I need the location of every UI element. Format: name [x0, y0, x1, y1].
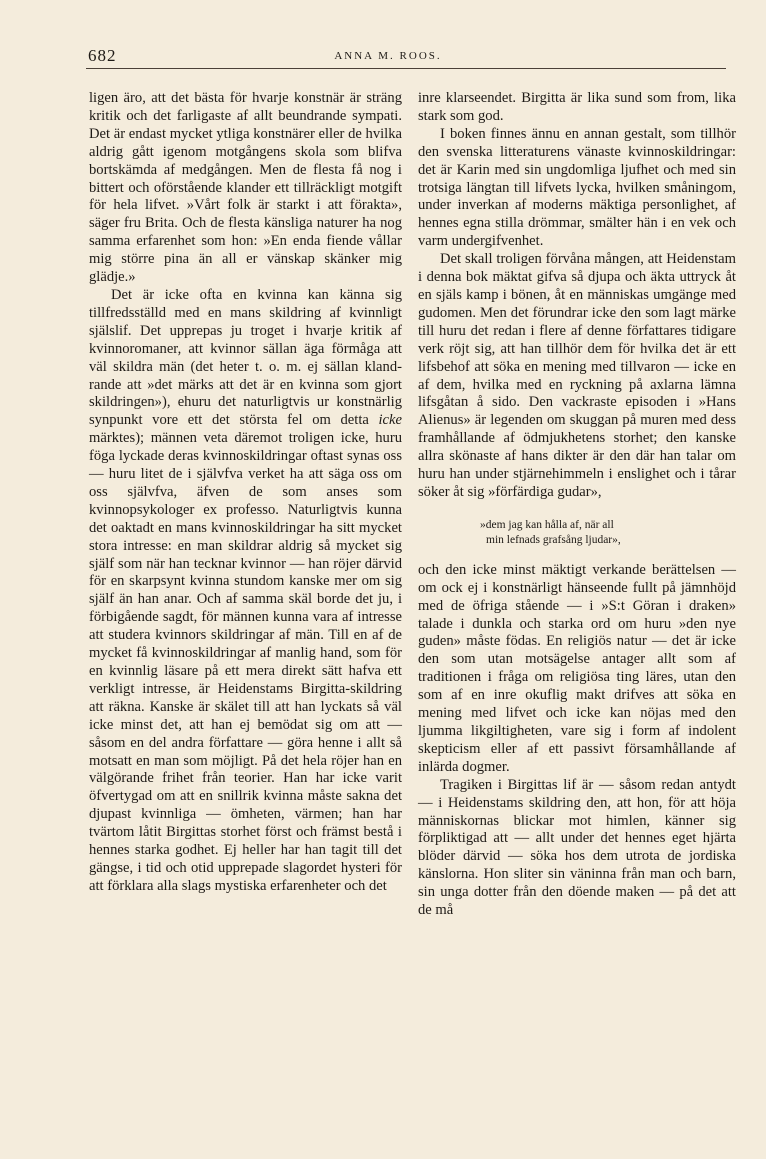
paragraph: I boken finnes ännu en annan gestalt, som tillhör den svenska litteraturens vänaste kvinnoskildringar: det är Karin med sin ungdomliga ljufhet och med sin trotsiga längtan till lifvets lycka, hvilken småningom, under inverkan af moderns mäktiga personlighet, af hennes egna stilla drömmar, smälter hän i en vek och varm undergifvenhet.	[418, 125, 736, 250]
verse-quote	[480, 518, 736, 548]
paragraph-text: märktes); männen veta däremot troligen icke, huru föga lyckade deras kvinnoskildringar oftast synas oss — huru litet de i självfva verket ha att säga oss om oss självfva, äfven de som anses som kvinnopsykologer ex professo. Naturligtvis kunna det oaktadt en mans kvinnoskildringar ha sitt mycket stora intresse: en man skildrar aldrig så mycket sig själf som när han tecknar kvinnor — han röjer därvid för en skarpsynt kvinna stundom kanske mer om sig själf än han anar. Och af samma skäl borde det ju, i förbigående sagdt, för männen kunna vara af intresse att studera kvinnors skildringar af män. Till en af de mycket få kvinnoskildringar af manlig hand, som för en kvinnlig läsare på ett mera direkt sätt hafva ett verkligt intresse, är Heidenstams Birgitta-skildring att räkna. Kanske är skälet till att han lyckats så väl icke minst det, att han ej bemödat sig om att — såsom en del andra författare — göra henne i allt så motsatt en man som möjligt. På det hela röjer han en välgörande frihet från teorier. Han har icke varit öfvertygad om att en snillrik kvinna måste sakna det djupast kvinnliga — ömheten, värmen; han har tvärtom låtit Birgittas storhet först och främst bestå i hennes starka godhet. Ej heller har han tagit till det gängse, i tid och otid upprepade slagordet hysteri för att förklara alla slags mystiska erfarenheter och det	[89, 430, 402, 894]
paragraph	[89, 287, 402, 896]
paragraph: inre klarseendet. Birgitta är lika sund som from, lika stark som god.	[418, 90, 736, 124]
verse-line: »dem jag kan hålla af, när all	[480, 518, 614, 531]
paragraph: ligen äro, att det bästa för hvarje konstnär är sträng kritik och det farligaste af allt beundrande sympati. Det är endast mycket ytliga konstnärer eller de hvilka aldrig gått igenom motgångens skola som blifva bortskämda af medgången. Men de flesta få nog i bittert och oförstående klander ett tillräckligt motgift för hela lifvet. »Vårt folk är starkt i att förakta», säger fru Brita. Och de flesta känsliga naturer ha nog samma erfarenhet som hon: »En enda fiende vållar mig större pina än all er vänskap skänker mig glädje.»	[89, 90, 402, 286]
left-column	[89, 90, 402, 896]
header-rule	[86, 68, 726, 69]
page-header	[88, 46, 688, 70]
paragraph: Tragiken i Birgittas lif är — såsom redan antydt — i Heidenstams skildring den, att hon, för att höja människornas blickar mot himlen, känner sig förpliktigad att — allt under det hennes eget hjärta blöder därvid — söka hos dem utrota de jordiska känslorna. Hon sliter sin väninna från man och barn, sin unga dotter från den döende maken — på det att de må	[418, 776, 736, 919]
verse-line: min lefnads grafsång ljudar»,	[486, 533, 621, 546]
emphasis: icke	[378, 412, 402, 429]
right-column	[418, 90, 736, 920]
paragraph: och den icke minst mäktigt verkande berättelsen — om ock ej i konstnärligt hänseende fullt på jämnhöjd med de öfriga stående — i »S:t Göran i draken» talade i dunkla och starka ord om huru »den nye guden» måste födas. En religiös natur — det är icke den som utan motsägelse antager allt som af traditionen i fråga om religiösa ting läres, utan den som af en inre okuflig makt drifves att söka en mening med lifvet och icke kan nöjas med den ljumma likgiltigheten, vare sig i form af indolent skepticism eller af ett passivt församhållande af inlärda dogmer.	[418, 561, 736, 775]
paragraph-text: Det är icke ofta en kvinna kan känna sig tillfredsställd med en mans skildring af kvinnligt själslif. Det upprepas ju troget i hvarje kritik af kvinnoromaner, att kvinnor sällan äga förmåga att väl skildra män (det heter t. o. m. ej sällan klandrande att »det märks att det är en kvinna som gjort skildringen»), ehuru det naturligtvis ur konstnärlig synpunkt vore ett det största fel om detta	[89, 286, 402, 429]
running-title: ANNA M. ROOS.	[334, 50, 442, 62]
page-number: 682	[88, 46, 117, 65]
paragraph: Det skall troligen förvåna mången, att Heidenstam i denna bok mäktat gifva så djupa och äkta uttryck åt en själs kamp i bönen, åt en människas umgänge med gudomen. Men det förundrar icke den som lagt märke till huru det redan i flere af denne författares tidigare verk röjt sig, att han tillhör dem för hvilka det är ett lifsbehof att söka en mening med tillvaron — icke en af dem, hvilka med en ryckning på axlarna lämna lifsgåtan å sido. Den vackraste episoden i »Hans Alienus» är legenden om skuggan på muren med dess framhållande af ödmjukhetens storhet; den kanske allra skönaste af hans dikter är den där han talar om huru han under stjärnehimmeln i enslighet och i tårar söker åt sig »förfärdiga gudar»,	[418, 251, 736, 500]
